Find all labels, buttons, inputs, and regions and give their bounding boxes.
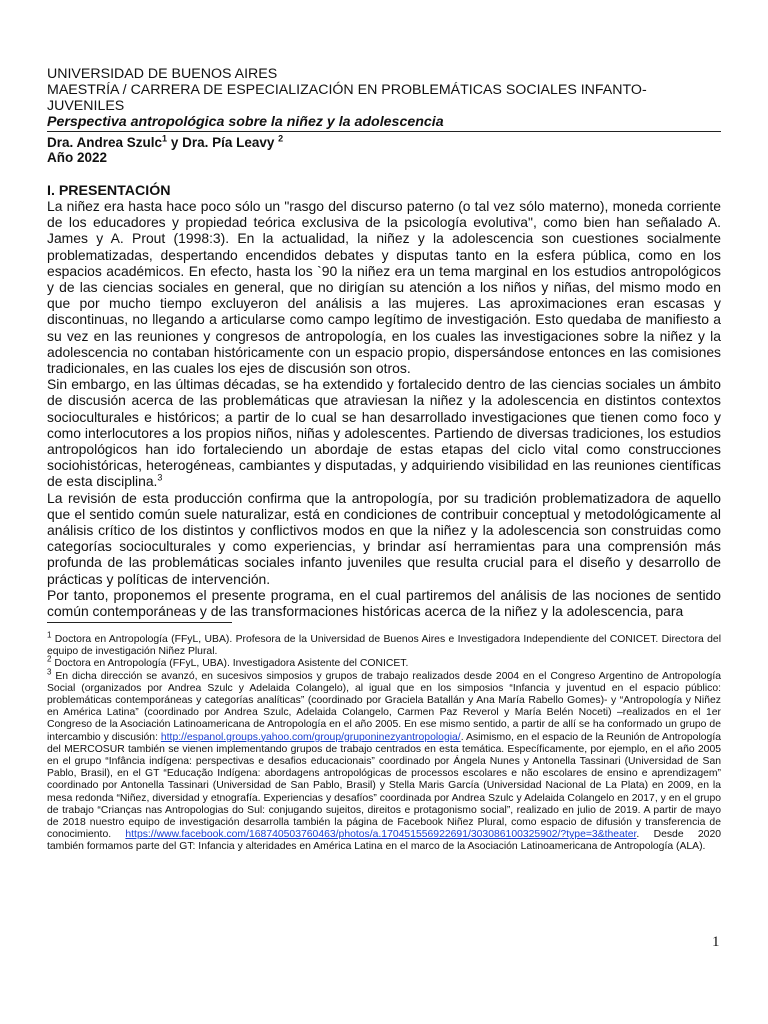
footnote-ref-3[interactable]: 3 [157,472,163,483]
footnote-ref-1[interactable]: 1 [162,133,168,144]
footnote-1-mark: 1 [47,630,52,640]
footnote-2-text: Doctora en Antropología (FFyL, UBA). Investigadora Asistente del CONICET. [51,658,409,670]
paragraph-3: La revisión de esta producción confirma que la antropología, por su tradición problematizadora de aquello que el sentido común suele naturalizar, está en condiciones de contribuir conceptual y metodológicamente al análisis crítico de los distintos y conflictivos modos en que la niñez y la adolescencia son construidas como categorías socioculturales y como experiencias, y brindar así herramientas para una comprensión más profunda de las problemáticas sociales infanto juveniles que resulta crucial para el diseño y desarrollo de prácticas y políticas de intervención. [47,489,721,587]
university-name: UNIVERSIDAD DE BUENOS AIRES [47,66,278,82]
footnote-2-mark: 2 [47,654,52,664]
paragraph-1: La niñez era hasta hace poco sólo un "rasgo del discurso paterno (o tal vez sólo materno), moneda corriente de los educadores y propiedad teórica exclusiva de la psicología evolutiva", como bien han señalado A. James y A. Prout (1998:3). En la actualidad, la niñez y la adolescencia son cuestiones socialmente problematizadas, despertando encendidos debates y disputas tanto en la esfera pública, como en los espacios académicos. En efecto, hasta los `90 la niñez era un tema marginal en los estudios antropológicos y de las ciencias sociales en general, que no dirigían su atención a los niños y niñas, del mismo modo en que por mucho tiempo excluyeron del análisis a las mujeres. Las aproximaciones eran escasas y discontinuas, no llegando a articularse como campo legítimo de investigación. Esto quedaba de manifiesto a su vez en las reuniones y congresos de antropología, en los cuales las investigaciones sobre la niñez y la adolescencia no contaban históricamente con un espacio propio, dispersándose entonces en las comisiones tradicionales, en las cuales los ejes de discusión son otros. [47,198,721,377]
footnotes [47,630,721,854]
yahoo-group-link[interactable]: http://espanol.groups.yahoo.com/group/gruponinezyantropologia/ [160,731,461,743]
course-title: Perspectiva antropológica sobre la niñez y la adolescencia [47,114,444,130]
author-separator: y Dra. Pía Leavy [167,135,279,150]
footnote-1-text: Doctora en Antropología (FFyL, UBA). Profesora de la Universidad de Buenos Aires e Investigadora Independiente del CONICET. Directora del equipo de investigación Niñez Plural. [47,634,721,658]
paragraph-4: Por tanto, proponemos el presente programa, en el cual partiremos del análisis de las nociones de sentido común contemporáneas y de las transformaciones históricas acerca de la niñez y la adolescencia, para [47,586,721,620]
footnote-ref-2[interactable]: 2 [278,133,284,144]
footnote-divider [47,622,232,623]
author-1: Dra. Andrea Szulc [47,135,163,150]
document-header [47,66,721,165]
section-heading: I. PRESENTACIÓN [47,183,171,199]
year-line: Año 2022 [47,150,108,165]
paragraph-2 [47,376,721,489]
authors-line [47,135,721,150]
footnote-3-mark: 3 [47,667,52,677]
footnote-2 [47,654,721,670]
body-text [47,198,721,619]
footnote-3 [47,667,721,854]
header-divider [47,131,721,132]
footnote-3-text-c: . Desde 2020 también formamos parte del GT: Infancia y alteridades en América Latina en el marco de la Asociación Latinoamericana de Antropología (ALA). [47,829,721,853]
footnote-1 [47,630,721,658]
footnote-3-text-a: En dicha dirección se avanzó, en sucesivos simposios y grupos de trabajo realizados desde 2004 en el Congreso Argentino de Antropología Social (organizados por Andrea Szulc y Adelaida Colangelo), al igual que en los simposios “Infancia y juventud en el espacio público: problemáticas contemporáneas y categorías analíticas” (coordinado por Graciela Batallán y Ana María Rabello Gomes)- y “Antropología y Niñez en América Latina” (coordinado por Andrea Szulc, Adelaida Colangelo, Carmen Paz Reverol y María Belén Noceti) –realizados en el 1er Congreso de la Asociación Latinoamericana de Antropología en el año 2005. En ese mismo sentido, a partir de allí se ha conformado un grupo de intercambio y discusión: [47,670,721,743]
paragraph-2-text: Sin embargo, en las últimas décadas, se ha extendido y fortalecido dentro de las ciencias sociales un ámbito de discusión acerca de las problemáticas que atraviesan la niñez y la adolescencia en distintos contextos socioculturales e históricos; a partir de lo cual se han desarrollado investigaciones que tienen como foco y como interlocutores a los propios niños, niñas y adolescentes. Partiendo de diversas tradiciones, los estudios antropológicos han ido fortaleciendo un abordaje de estas etapas del ciclo vital como construcciones sociohistóricas, heterogéneas, cambiantes y disputadas, y adquiriendo visibilidad en las reuniones científicas de esta disciplina. [47,376,721,490]
facebook-link[interactable]: https://www.facebook.com/168740503760463/photos/a.170451556922691/303086100325902/?type=3&theater [125,829,637,841]
footnote-3-text-b: . Asimismo, en el espacio de la Reunión de Antropología del MERCOSUR también se vienen implementando grupos de trabajo centrados en esta temática. Específicamente, por ejemplo, en el año 2005 en el grupo “Infância indígena: perspectivas e desafios educacionais” coordinado por Ángela Nunes y Antonella Tassinari (Universidad de San Pablo, Brasil), en el GT “Educação Indígena: abordagens antropológicas de processos escolares e não escolares de ensino e aprendizagem” coordinado por Antonella Tassinari (Universidad de San Pablo, Brasil) y Stella Maris García (Universidad Nacional de La Plata) en 2009, en la mesa redonda “Niñez, diversidad y etnografía. Experiencias y desafíos” coordinada por Andrea Szulc y Adelaida Colangelo en 2017, y en el grupo de trabajo “Crianças nas Antropologias do Sul: conjugando sujeitos, direitos e protagonismo social”, realizado en julio de 2019. A partir de mayo de 2018 nuestro equipo de investigación desarrolla también la página de Facebook Niñez Plural, como espacio de difusión y transferencia de conocimiento. [47,731,721,841]
page-number: 1 [712,934,720,950]
program-name: MAESTRÍA / CARRERA DE ESPECIALIZACIÓN EN PROBLEMÁTICAS SOCIALES INFANTO-JUVENILES [47,82,647,114]
